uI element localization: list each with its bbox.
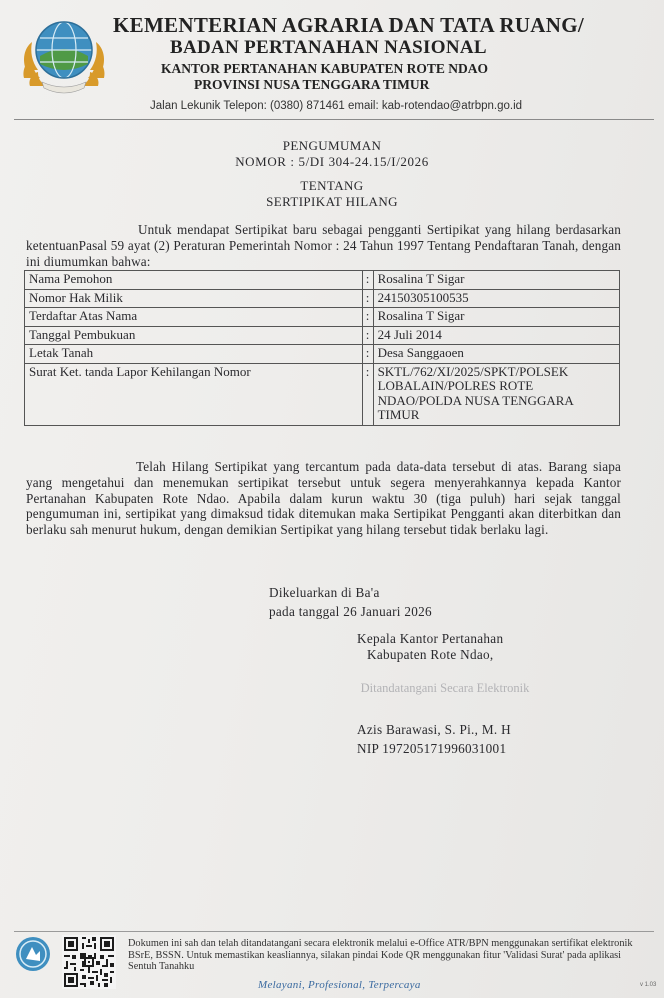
detail-label: Letak Tanah [25,345,363,364]
office-name: KANTOR PERTANAHAN KABUPATEN ROTE NDAO [161,61,489,76]
signatory-nip: NIP 197205171996031001 [357,741,507,756]
detail-value: 24150305100535 [373,289,619,308]
details-row [25,345,620,364]
announcement-title: PENGUMUMAN [282,138,382,153]
details-row [25,326,620,345]
signatory-name: Azis Barawasi, S. Pi., M. H [357,722,511,737]
announcement-number: NOMOR : 5/DI 304-24.15/I/2026 [235,154,429,169]
signatory-position-line1: Kepala Kantor Pertanahan [357,631,504,646]
body-paragraph: Telah Hilang Sertipikat yang tercantum pada data-data tersebut di atas. Barang siapa yang mengetahui dan menemukan sertipikat tersebut untuk segera menyerahkannya kepada Kantor Pertanahan Kabupaten Rote Ndao. Apabila dalam kurun waktu 30 (tiga puluh) hari sejak tanggal pengumuman ini, sertipikat yang dimaksud tidak ditemukan maka Sertipikat Pengganti akan diterbitkan dan berlaku sah menurut hukum, dengan demikian Sertipikat yang hilang tersebut tidak berlaku lagi. [26,459,621,538]
announcement-subject: SERTIPIKAT HILANG [266,194,398,209]
signatory-position-line2: Kabupaten Rote Ndao, [367,647,494,662]
detail-value: 24 Juli 2014 [373,326,619,345]
issued-place: Dikeluarkan di Ba'a [269,585,380,600]
details-row [25,289,620,308]
intro-paragraph: Untuk mendapat Sertipikat baru sebagai pengganti Sertipikat yang hilang berdasarkan ketentuanPasal 59 ayat (2) Peraturan Pemerintah Nomor : 24 Tahun 1997 Tentang Pendaftaran Tanah, dengan ini diumumkan bahwa: [26,222,621,269]
detail-label: Nomor Hak Milik [25,289,363,308]
detail-label: Terdaftar Atas Nama [25,308,363,327]
details-table [24,270,620,426]
issued-date: pada tanggal 26 Januari 2026 [269,604,432,619]
detail-label: Nama Pemohon [25,271,363,290]
footer-divider [14,931,654,932]
header-divider [14,119,654,120]
office-contact: Jalan Lekunik Telepon: (0380) 871461 email: kab-rotendao@atrbpn.go.id [150,100,523,112]
electronic-signature-note: Ditandatangani Secara Elektronik [360,681,530,695]
detail-value: SKTL/762/XI/2025/SPKT/POLSEK LOBALAIN/POLRES ROTE NDAO/POLDA NUSA TENGGARA TIMUR [373,363,619,425]
atr-bpn-logo [20,12,108,100]
detail-label: Surat Ket. tanda Lapor Kehilangan Nomor [25,363,363,425]
bsre-seal-icon [14,935,52,973]
detail-separator: : [362,363,373,425]
letterhead [113,14,653,93]
detail-value: Rosalina T Sigar [373,308,619,327]
details-row [25,363,620,425]
detail-separator: : [362,326,373,345]
detail-separator: : [362,289,373,308]
detail-separator: : [362,345,373,364]
version-label: v 1.03 [640,982,657,988]
details-row [25,308,620,327]
ministry-name: KEMENTERIAN AGRARIA DAN TATA RUANG/ [113,13,584,37]
detail-value: Desa Sanggaoen [373,345,619,364]
province-name: PROVINSI NUSA TENGGARA TIMUR [194,77,430,92]
detail-value: Rosalina T Sigar [373,271,619,290]
detail-label: Tanggal Pembukuan [25,326,363,345]
qr-code-icon[interactable] [62,935,116,989]
footer-disclaimer: Dokumen ini sah dan telah ditandatangani secara elektronik melalui e-Office ATR/BPN menggunakan sertifikat elektronik BSrE, BSSN. Untuk memastikan keasliannya, silakan pindai Kode QR menggunakan fitur 'Validasi Surat' pada aplikasi Sentuh Tanahku [128,938,633,972]
agency-name: BADAN PERTANAHAN NASIONAL [170,37,487,58]
detail-separator: : [362,271,373,290]
details-row [25,271,620,290]
detail-separator: : [362,308,373,327]
footer-motto: Melayani, Profesional, Terpercaya [258,979,421,991]
announcement-about: TENTANG [300,178,364,193]
